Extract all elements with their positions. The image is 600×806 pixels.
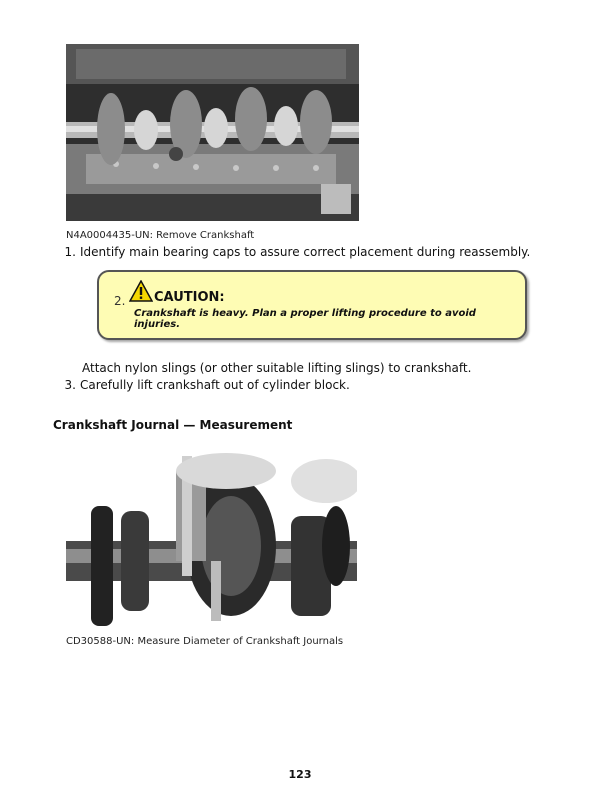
remove-crankshaft-photo <box>66 44 359 221</box>
micrometer-measuring-illustration <box>66 451 357 628</box>
step-2-number: 2. <box>114 294 126 308</box>
figure-caption-measure-journals: CD30588-UN: Measure Diameter of Crankshaft Journals <box>66 636 344 647</box>
step-1-text: Identify main bearing caps to assure correct placement during reassembly. <box>80 245 531 259</box>
crankshaft-in-block-illustration <box>66 44 359 221</box>
section-heading: Crankshaft Journal — Measurement <box>53 418 293 432</box>
measure-journals-photo <box>66 451 357 628</box>
warning-triangle-icon <box>129 280 153 306</box>
step-1 <box>60 245 530 259</box>
step-3 <box>60 378 350 392</box>
page-number: 123 <box>288 768 312 781</box>
step-3-text: Carefully lift crankshaft out of cylinder block. <box>80 378 350 392</box>
caution-text: Crankshaft is heavy. Plan a proper lifting procedure to avoid injuries. <box>134 308 476 330</box>
step-3-number: 3. <box>64 378 76 392</box>
caution-title: CAUTION: <box>154 290 225 305</box>
step-2-text: Attach nylon slings (or other suitable lifting slings) to crankshaft. <box>82 361 472 375</box>
step-1-number: 1. <box>64 245 76 259</box>
figure-caption-remove-crankshaft: N4A0004435-UN: Remove Crankshaft <box>66 230 255 241</box>
caution-box <box>97 270 527 340</box>
